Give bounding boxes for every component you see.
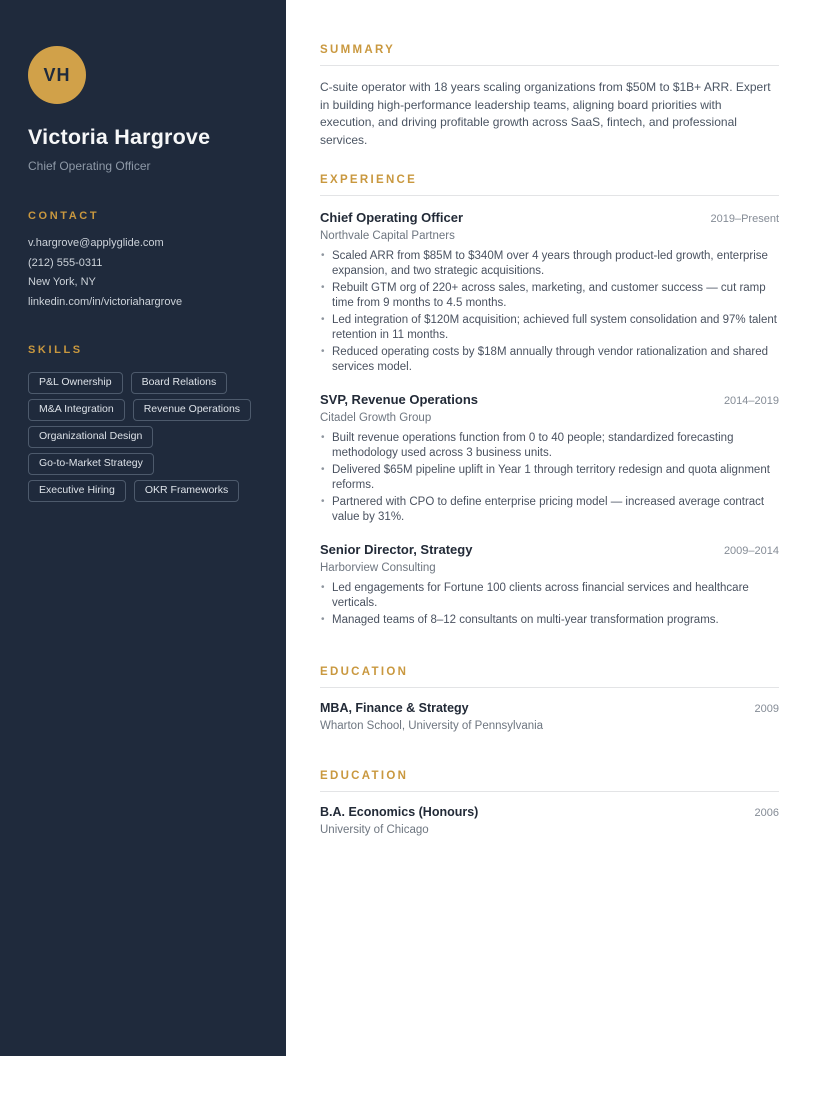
skill-tag: Revenue Operations bbox=[133, 399, 251, 421]
degree-title: MBA, Finance & Strategy bbox=[320, 700, 469, 715]
summary-section bbox=[320, 44, 779, 149]
job-title: Senior Director, Strategy bbox=[320, 542, 473, 557]
job-bullet: • Led integration of $120M acquisition; achieved full system consolidation and 97% talent retention in 11 months. bbox=[320, 313, 779, 342]
job-bullet: • Led engagements for Fortune 100 clients across financial services and healthcare verticals. bbox=[320, 581, 779, 610]
skill-tag: OKR Frameworks bbox=[134, 480, 239, 502]
person-name: Victoria Hargrove bbox=[28, 125, 211, 149]
summary-text: C-suite operator with 18 years scaling organizations from $50M to $1B+ ARR. Expert in building high-performance leadership teams, aligning board priorities with execution, and driving profitable growth across SaaS, fintech, and professional services. bbox=[320, 80, 771, 147]
skill-tag: Organizational Design bbox=[28, 426, 153, 448]
job-company: Harborview Consulting bbox=[320, 562, 436, 574]
skills-heading: SKILLS bbox=[28, 344, 83, 356]
skill-tag: P&L Ownership bbox=[28, 372, 123, 394]
job-entry bbox=[320, 542, 779, 628]
degree-year: 2009 bbox=[754, 702, 779, 715]
school-name: University of Chicago bbox=[320, 823, 429, 836]
education-entry bbox=[320, 701, 779, 732]
job-header bbox=[320, 392, 779, 407]
job-bullet: • Scaled ARR from $85M to $340M over 4 years through product-led growth, enterprise expansion, and two strategic acquisitions. bbox=[320, 249, 779, 278]
education-section bbox=[320, 770, 779, 836]
contact-email: v.hargrove@applyglide.com bbox=[28, 237, 164, 249]
job-bullet-list bbox=[320, 581, 779, 628]
job-entry bbox=[320, 392, 779, 524]
job-title: Chief Operating Officer bbox=[320, 210, 464, 225]
education-header bbox=[320, 805, 779, 819]
job-header bbox=[320, 542, 779, 557]
job-title: SVP, Revenue Operations bbox=[320, 392, 478, 407]
contact-linkedin: linkedin.com/in/victoriahargrove bbox=[28, 295, 183, 308]
education-heading: EDUCATION bbox=[320, 666, 779, 688]
education-header bbox=[320, 701, 779, 715]
job-header bbox=[320, 210, 779, 225]
job-dates: 2014–2019 bbox=[723, 395, 779, 407]
job-bullet: • Rebuilt GTM org of 220+ across sales, marketing, and customer success — cut ramp time from 9 months to 4.5 months. bbox=[320, 281, 779, 310]
contact-heading: CONTACT bbox=[28, 210, 100, 222]
summary-heading: SUMMARY bbox=[320, 44, 779, 66]
degree-year: 2006 bbox=[754, 806, 779, 819]
school-name: Wharton School, University of Pennsylvania bbox=[320, 719, 544, 732]
skills-list bbox=[28, 372, 258, 502]
skill-tag: Board Relations bbox=[131, 372, 228, 394]
job-bullet: • Partnered with CPO to define enterprise pricing model — increased average contract value by 31%. bbox=[320, 495, 779, 524]
skill-tag: M&A Integration bbox=[28, 399, 125, 421]
education-section bbox=[320, 666, 779, 732]
contact-phone: (212) 555-0311 bbox=[28, 256, 103, 269]
experience-heading: EXPERIENCE bbox=[320, 174, 779, 196]
job-company: Northvale Capital Partners bbox=[320, 230, 455, 242]
education-entry bbox=[320, 805, 779, 836]
job-bullet: • Reduced operating costs by $18M annually through vendor rationalization and shared services model. bbox=[320, 345, 779, 374]
job-bullet: • Delivered $65M pipeline uplift in Year 1 through territory redesign and quota alignment reforms. bbox=[320, 463, 779, 492]
job-company: Citadel Growth Group bbox=[320, 412, 432, 424]
job-dates: 2019–Present bbox=[710, 213, 779, 225]
job-dates: 2009–2014 bbox=[723, 545, 779, 557]
job-bullet: • Managed teams of 8–12 consultants on multi-year transformation programs. bbox=[320, 613, 779, 628]
job-bullet-list bbox=[320, 249, 779, 374]
main-content bbox=[286, 0, 816, 836]
education-heading: EDUCATION bbox=[320, 770, 779, 792]
skill-tag: Go-to-Market Strategy bbox=[28, 453, 154, 475]
experience-section bbox=[320, 174, 779, 628]
avatar: VH bbox=[28, 46, 86, 104]
job-bullet-list bbox=[320, 431, 779, 524]
job-bullet: • Built revenue operations function from 0 to 40 people; standardized forecasting methodology used across 3 business units. bbox=[320, 431, 779, 460]
job-entry bbox=[320, 210, 779, 374]
person-title: Chief Operating Officer bbox=[28, 159, 151, 173]
degree-title: B.A. Economics (Honours) bbox=[320, 804, 479, 819]
skill-tag: Executive Hiring bbox=[28, 480, 126, 502]
contact-location: New York, NY bbox=[28, 276, 96, 288]
sidebar bbox=[0, 0, 286, 1056]
contact-list bbox=[28, 238, 258, 307]
